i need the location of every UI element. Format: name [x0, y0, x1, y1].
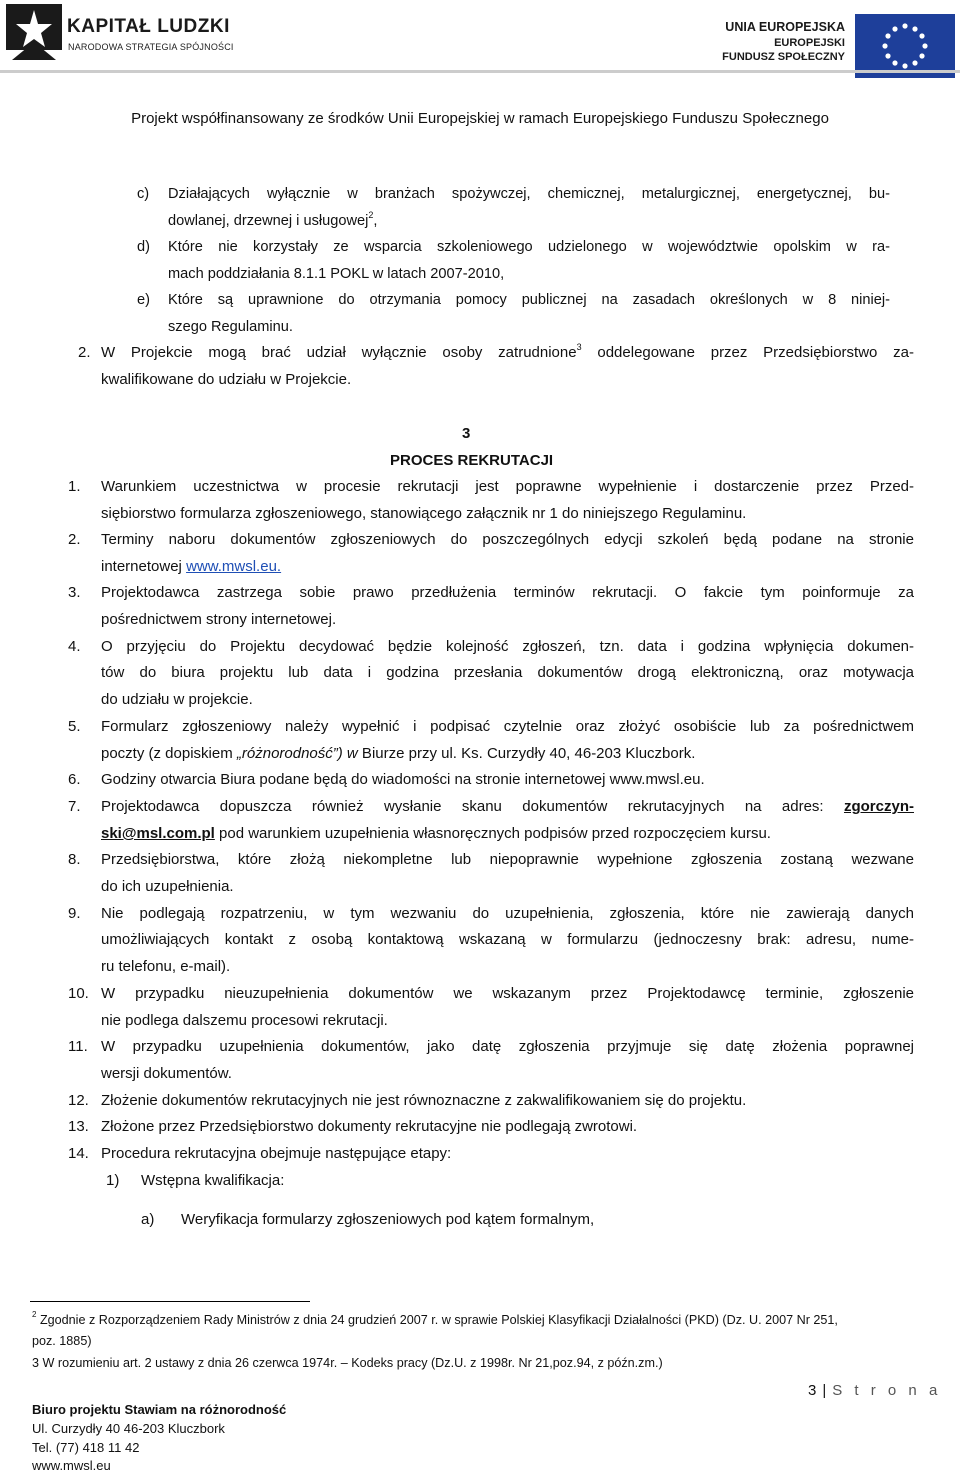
subitem-a-marker: a)	[141, 1211, 155, 1228]
item-number: 3.	[68, 584, 81, 601]
item-number: 13.	[68, 1118, 89, 1135]
item-7-line1: Projektodawca dopuszcza również wysłanie skanu dokumentów rekrutacyjnych na adres: zgorczyn-	[101, 798, 914, 815]
cofinancing-caption: Projekt współfinansowany ze środków Unii Europejskiej w ramach Europejskiego Funduszu Społecznego	[131, 110, 829, 127]
item-4-line3: do udziału w projekcie.	[101, 691, 253, 708]
item-number: 10.	[68, 985, 89, 1002]
item-number: 4.	[68, 638, 81, 655]
item-3-line1: Projektodawca zastrzega sobie prawo przedłużenia terminów rekrutacji. O fakcie tym poinformuje za	[101, 584, 914, 601]
item-4-line1: O przyjęciu do Projektu decydować będzie kolejność zgłoszeń, tzn. data i godzina wpłynięcia dokumen-	[101, 638, 914, 655]
item-10-line2: nie podlega dalszemu procesowi rekrutacji.	[101, 1012, 388, 1029]
list-item-e-line2: szego Regulaminu.	[168, 319, 293, 335]
email-link-cont[interactable]: ski@msl.com.pl	[101, 825, 215, 842]
item2-line1: W Projekcie mogą brać udział wyłącznie osoby zatrudnione$^3$ oddelegowane przez Przedsiębiorstwo za-	[101, 342, 914, 361]
item-8-line2: do ich uzupełnienia.	[101, 878, 234, 895]
subitem-1-text: Wstępna kwalifikacja:	[141, 1172, 285, 1189]
item-1-line1: Warunkiem uczestnictwa w procesie rekrutacji jest poprawne wypełnienie i dostarczenie przez Przed-	[101, 478, 914, 495]
list-item-d-line2: mach poddziałania 8.1.1 POKL w latach 2007-2010,	[168, 266, 505, 282]
footnote-3: 3 W rozumieniu art. 2 ustawy z dnia 26 czerwca 1974r. – Kodeks pracy (Dz.U. z 1998r. Nr 21,poz.94, z późn.zm.)	[32, 1356, 663, 1370]
footnote-2-line1: $^2$ Zgodnie z Rozporządzeniem Rady Ministrów z dnia 24 grudzień 2007 r. w sprawie Polskiej Klasyfikacji Działalności (PKD) (Dz. U. 2007 Nr 251,	[32, 1310, 838, 1327]
list-item-c-line1: Działających wyłącznie w branżach spożywczej, chemicznej, metalurgicznej, energetycznej, bu-	[168, 186, 890, 202]
item-9-line2: umożliwiających kontakt z osobą kontaktową wskazaną w formularzu (jednoczesny brak: adresu, nume-	[101, 931, 914, 948]
footnote-divider	[30, 1301, 310, 1302]
list-item-e-line1: Które są uprawnione do otrzymania pomocy publicznej na zasadach określonych w 8 niniej-	[168, 292, 890, 308]
item-2-line2: internetowej www.mwsl.eu.	[101, 558, 282, 575]
section-title: PROCES REKRUTACJI	[390, 452, 554, 469]
eu-flag-icon	[855, 14, 955, 78]
item-5-line1: Formularz zgłoszeniowy należy wypełnić i podpisać czytelnie oraz złożyć osobiście lub za pośrednictwem	[101, 718, 914, 735]
item-7-line2: ski@msl.com.pl pod warunkiem uzupełnienia własnoręcznych podpisów przed rozpoczęciem kursu.	[101, 825, 771, 842]
item2-marker: 2.	[78, 344, 91, 361]
email-link[interactable]: zgorczyn-	[843, 798, 914, 815]
footnote-2-line2: poz. 1885)	[32, 1334, 92, 1348]
item-3-line2: pośrednictwem strony internetowej.	[101, 611, 337, 628]
item-number: 2.	[68, 531, 81, 548]
item-8-line1: Przedsiębiorstwa, które złożą niekompletne lub niepoprawnie wypełnione zgłoszenia zostaną wezwane	[101, 851, 914, 868]
kapital-ludzki-logo	[6, 4, 246, 60]
item-5-line2: poczty (z dopiskiem „różnorodność”) w Biurze przy ul. Ks. Curzydły 40, 46-203 Kluczbork.	[101, 745, 696, 762]
item-number: 1.	[68, 478, 81, 495]
section-symbol: 3	[462, 425, 471, 442]
kapital-ludzki-emblem-icon	[6, 4, 62, 60]
footer-website: www.mwsl.eu	[32, 1458, 111, 1473]
list-item-d-line1: Które nie korzystały ze wsparcia szkoleniowego udzielonego w województwie opolskim w ra-	[168, 239, 890, 255]
footer-address: Ul. Curzydły 40 46-203 Kluczbork	[32, 1421, 225, 1436]
item-number: 7.	[68, 798, 81, 815]
footer-office: Biuro projektu Stawiam na różnorodność	[32, 1402, 287, 1417]
item-10-line1: W przypadku nieuzupełnienia dokumentów we wskazanym przez Projektodawcę terminie, zgłoszenie	[101, 985, 914, 1002]
item-11-line1: W przypadku uzupełnienia dokumentów, jako datę zgłoszenia przyjmuje się datę złożenia poprawnej	[101, 1038, 914, 1055]
subitem-a-text: Weryfikacja formularzy zgłoszeniowych pod kątem formalnym,	[181, 1211, 595, 1228]
item-1-line2: siębiorstwo formularza zgłoszeniowego, stanowiącego załącznik nr 1 do niniejszego Regulaminu.	[101, 505, 747, 522]
kapital-ludzki-title: KAPITAŁ LUDZKI	[67, 16, 230, 37]
item-number: 8.	[68, 851, 81, 868]
item-number: 12.	[68, 1092, 89, 1109]
header-divider	[0, 70, 960, 73]
item-6-line1: Godziny otwarcia Biura podane będą do wiadomości na stronie internetowej www.mwsl.eu.	[101, 771, 705, 788]
page-number: 3 | S t r o n a	[808, 1382, 942, 1399]
item-number: 9.	[68, 905, 81, 922]
item-number: 11.	[68, 1038, 88, 1055]
item-13-line1: Złożone przez Przedsiębiorstwo dokumenty rekrutacyjne nie podlegają zwrotowi.	[101, 1118, 638, 1135]
eu-logo-line2: EUROPEJSKI	[774, 37, 845, 49]
subitem-1-marker: 1)	[106, 1172, 120, 1189]
eu-logo-line3: FUNDUSZ SPOŁECZNY	[722, 51, 845, 63]
item2-line2: kwalifikowane do udziału w Projekcie.	[101, 371, 352, 388]
item-9-line3: ru telefonu, e-mail).	[101, 958, 231, 975]
item-number: 6.	[68, 771, 81, 788]
list-marker-e: e)	[137, 292, 150, 308]
item-number: 5.	[68, 718, 81, 735]
item-4-line2: tów do biura projektu lub data i godzina przesłania dokumentów drogą elektroniczną, oraz motywacja	[101, 664, 914, 681]
item-2-line1: Terminy naboru dokumentów zgłoszeniowych do poszczególnych edycji szkoleń będą podane na stronie	[101, 531, 914, 548]
list-marker-d: d)	[137, 239, 150, 255]
footer-phone: Tel. (77) 418 11 42	[32, 1440, 140, 1455]
website-link[interactable]: www.mwsl.eu.	[186, 558, 282, 575]
item-9-line1: Nie podlegają rozpatrzeniu, w tym wezwaniu do uzupełnienia, zgłoszenia, które nie zawierają danych	[101, 905, 914, 922]
item-12-line1: Złożenie dokumentów rekrutacyjnych nie jest równoznaczne z zakwalifikowaniem się do projektu.	[101, 1092, 747, 1109]
item-14-line1: Procedura rekrutacyjna obejmuje następujące etapy:	[101, 1145, 452, 1162]
list-marker-c: c)	[137, 186, 150, 202]
eu-logo	[722, 12, 955, 68]
item-number: 14.	[68, 1145, 89, 1162]
item-11-line2: wersji dokumentów.	[101, 1065, 232, 1082]
list-item-c-line2: dowlanej, drzewnej i usługowej$^2$,	[168, 210, 378, 229]
kapital-ludzki-subtitle: NARODOWA STRATEGIA SPÓJNOŚCI	[68, 42, 234, 52]
eu-logo-line1: UNIA EUROPEJSKA	[725, 20, 845, 34]
